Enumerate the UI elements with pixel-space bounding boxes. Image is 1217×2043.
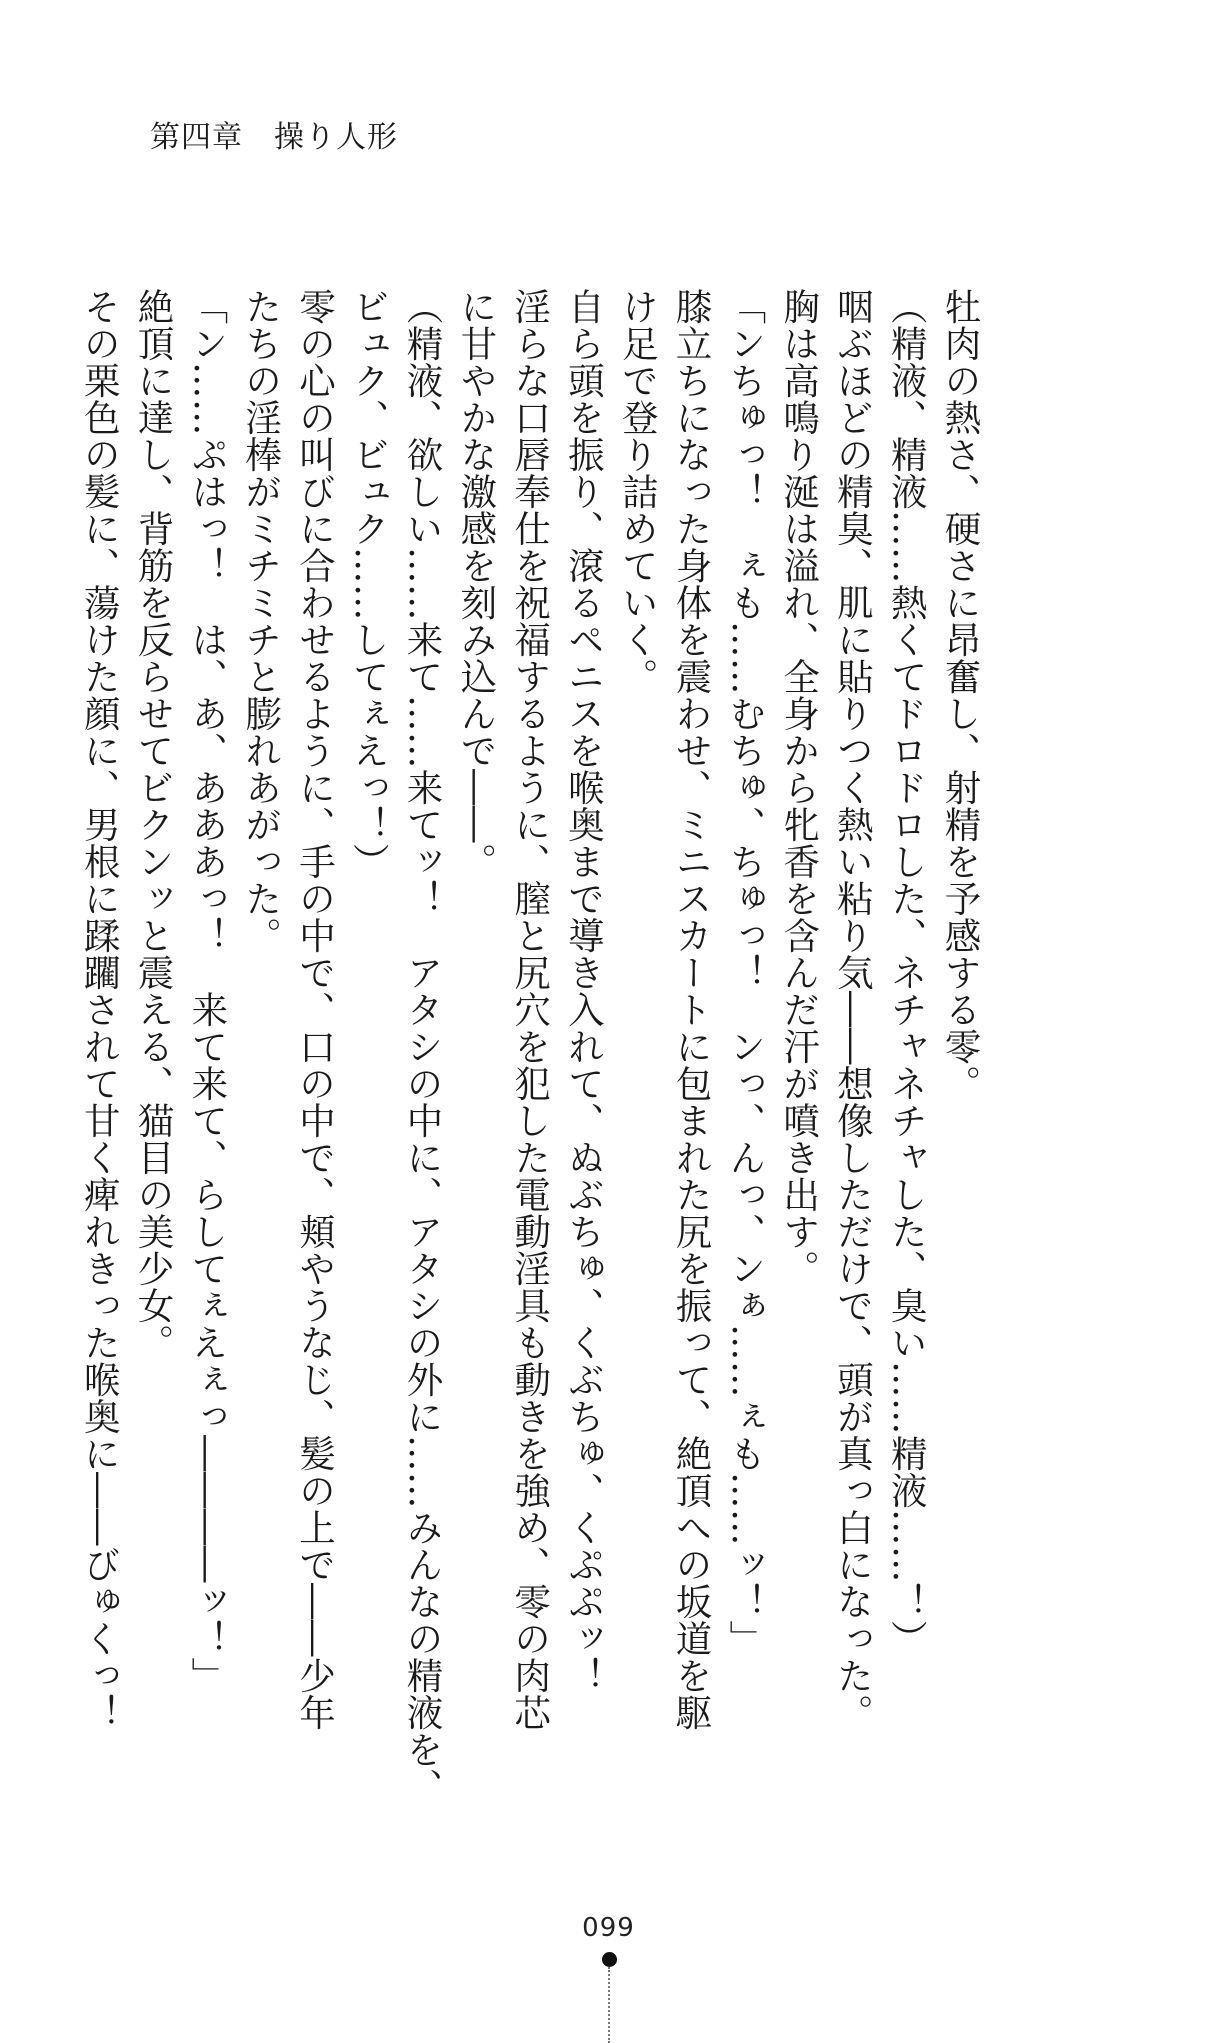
text-line: 零の心の叫びに合わせるように、手の中で、口の中で、頬やうなじ、髪の上で――少年 [293, 288, 337, 1731]
text-line: 自ら頭を振り、滾るペニスを喉奥まで導き入れて、ぬぶちゅ、くぶちゅ、くぷぷッ！ [562, 288, 606, 1694]
page-number: 099 [582, 1913, 635, 1943]
text-line: 絶頂に達し、背筋を反らせてビクンッと震える、猫目の美少女。 [132, 288, 176, 1361]
text-line: （精液、精液……熱くてドロドロした、ネチャネチャした、臭い……精液……！） [885, 288, 929, 1657]
text-line: 牡肉の熱さ、硬さに昂奮し、射精を予感する零。 [939, 288, 982, 1102]
text-line: 胸は高鳴り涎は溢れ、全身から牝香を含んだ汗が噴き出す。 [777, 288, 821, 1287]
page-marker-line [608, 1967, 610, 2043]
page-marker-dot [602, 1952, 617, 1967]
text-line: ビュク、ビュク……してぇえっ！） [347, 288, 391, 880]
text-line: たちの淫棒がミチミチと膨れあがった。 [239, 288, 283, 954]
chapter-header: 第四章 操り人形 [150, 120, 398, 155]
text-line: 咽ぶほどの精臭、肌に貼りつく熱い粘り気――想像しただけで、頭が真っ白になった。 [831, 288, 875, 1731]
text-line: その栗色の髪に、蕩けた顔に、男根に蹂躙されて甘く痺れきった喉奥に――びゅくっ！ [78, 288, 122, 1731]
body-text [78, 288, 987, 1805]
text-line: に甘やかな激感を刻み込んで――。 [454, 288, 498, 880]
text-line: け足で登り詰めていく。 [616, 288, 660, 695]
text-line: （精液、欲しい……来て……来てッ！ アタシの中に、アタシの外に……みんなの精液を、 [401, 288, 445, 1805]
text-line: 「ン……ぷはっ！ は、あ、あああっ！ 来て来て、らしてぇえぇっ――――ッ！」 [185, 288, 229, 1694]
text-line: 膝立ちになった身体を震わせ、ミニスカートに包まれた尻を振って、絶頂への坂道を駆 [670, 288, 714, 1731]
text-line: 淫らな口唇奉仕を祝福するように、膣と尻穴を犯した電動淫具も動きを強め、零の肉芯 [508, 288, 552, 1731]
text-line: 「ンちゅっ！ ぇも……むちゅ、ちゅっ！ ンっ、んっ、ンぁ……ぇも……ッ！」 [723, 288, 767, 1657]
